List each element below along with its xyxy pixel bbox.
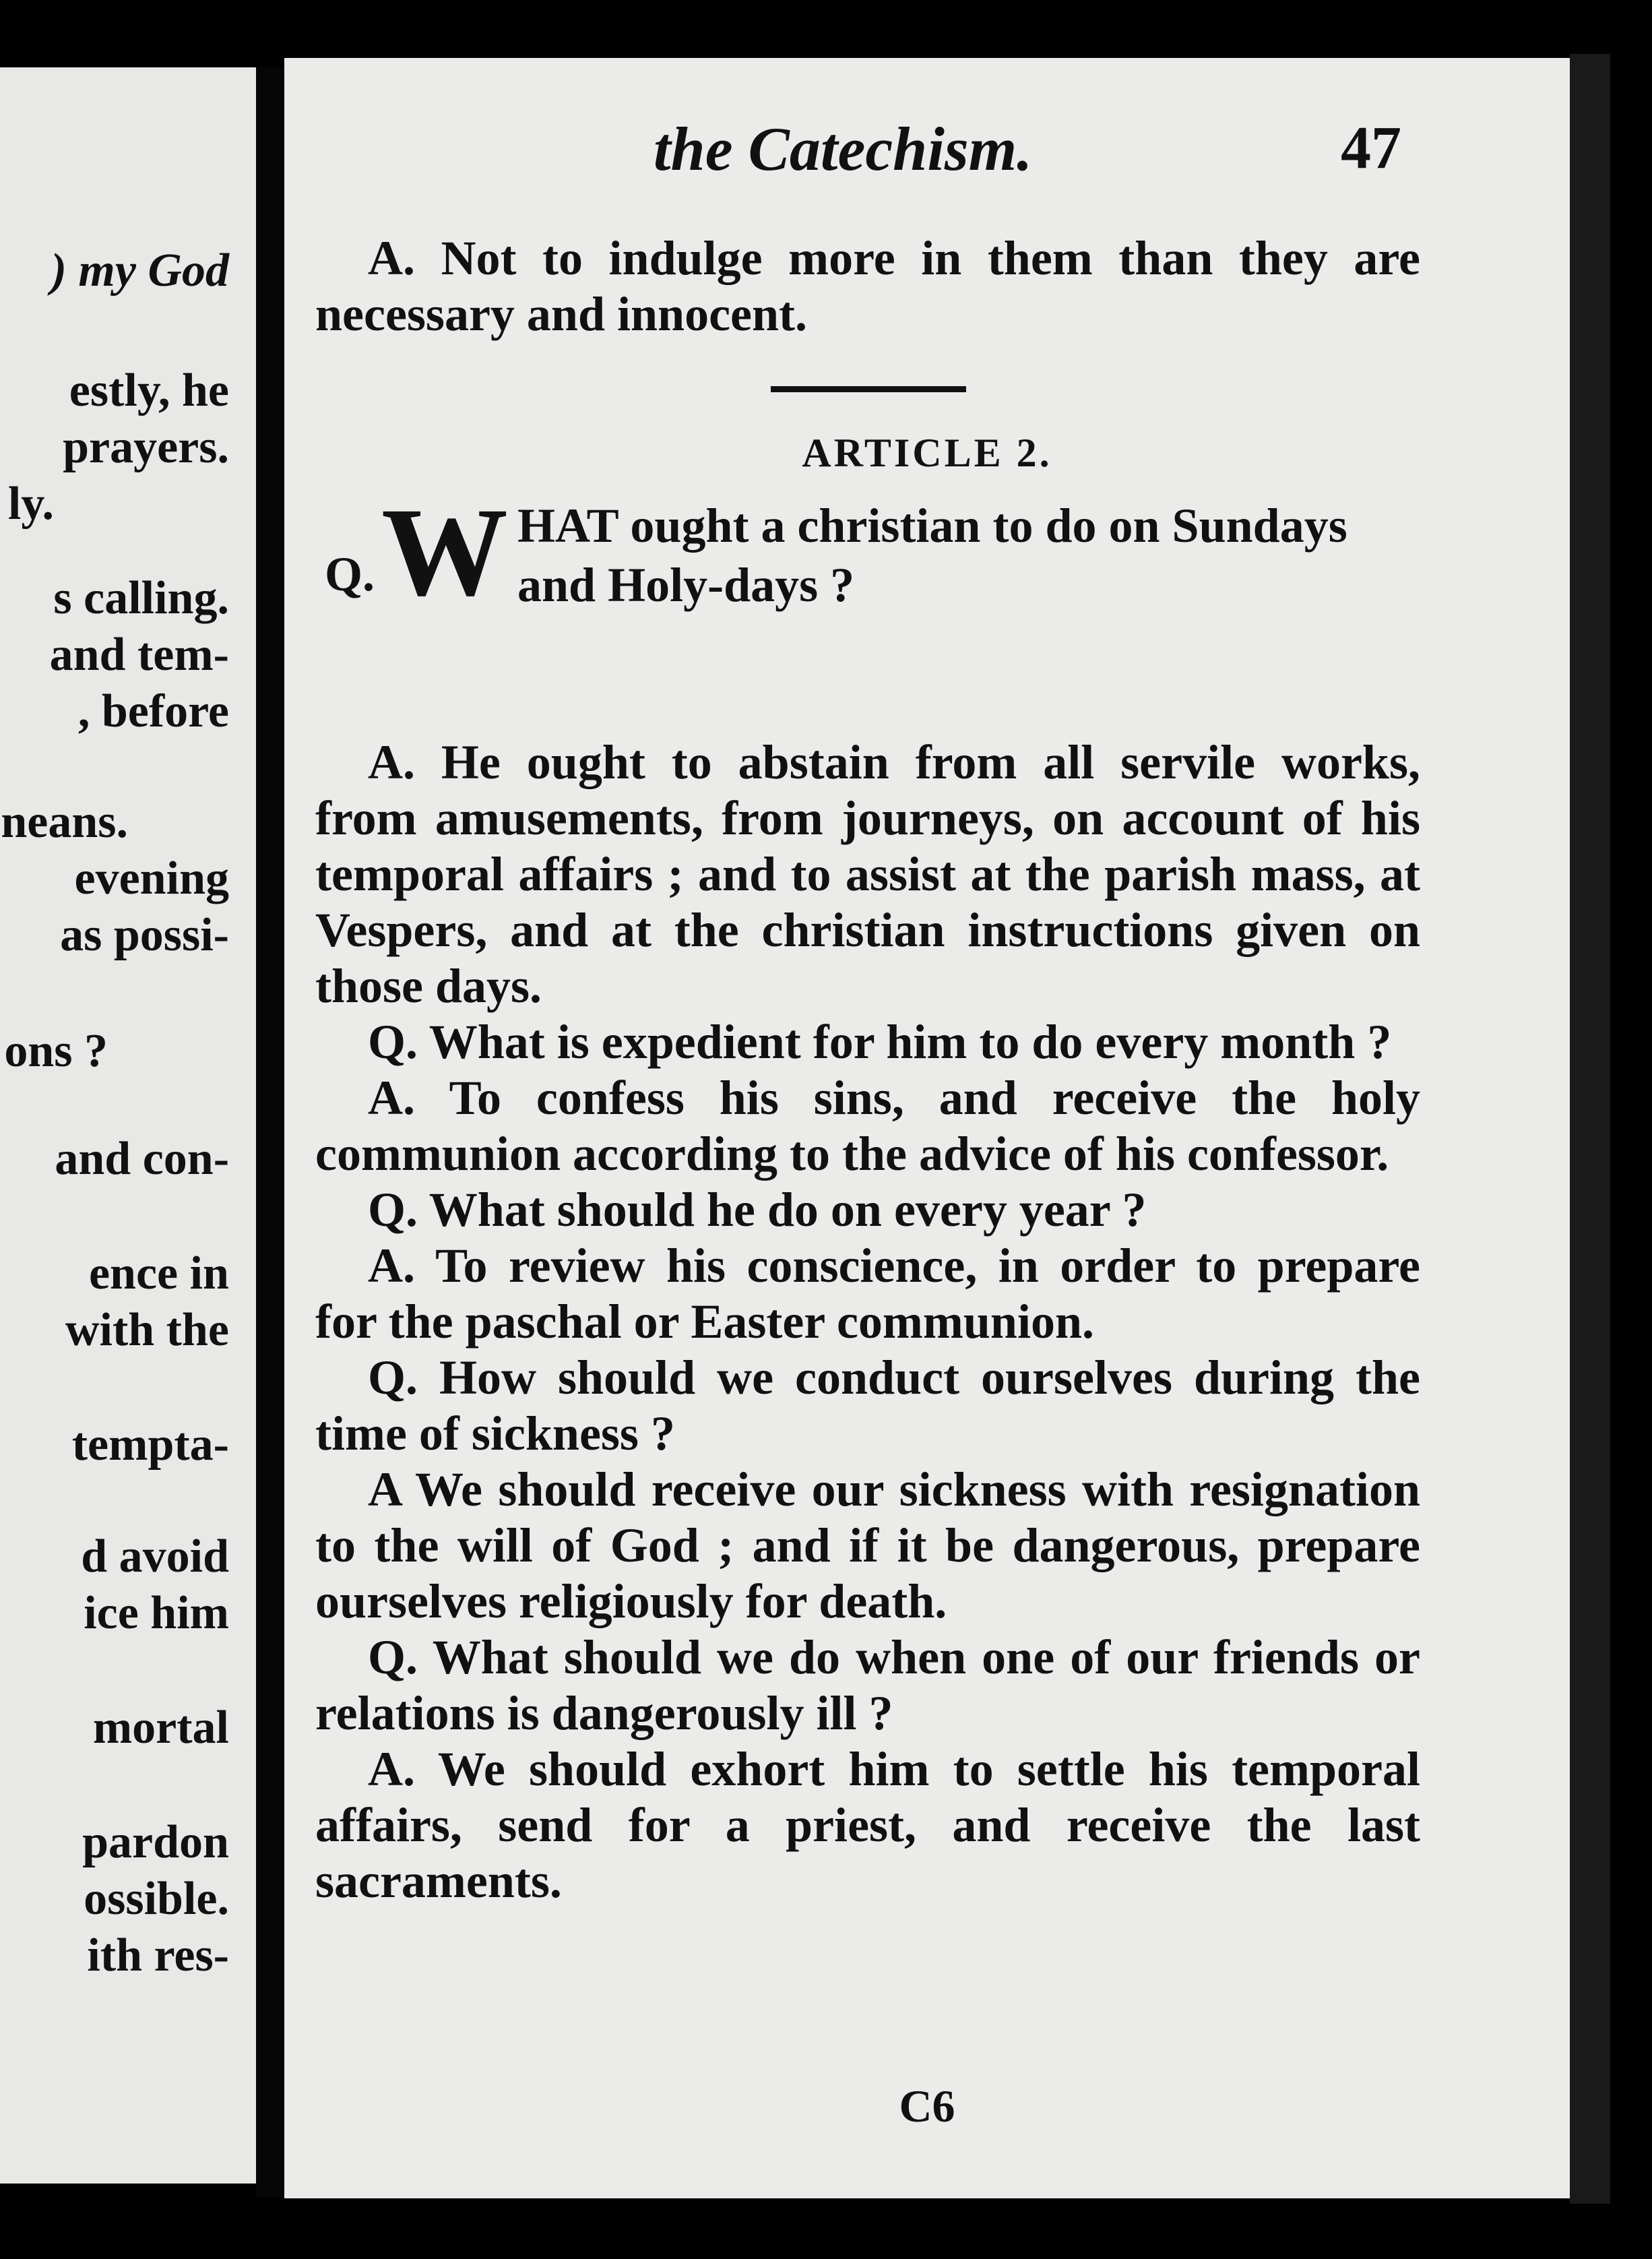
- left-page-line: with the: [65, 1304, 229, 1356]
- answer-paragraph: A. To confess his sins, and receive the holy communion according to the advice of his confessor.: [315, 1071, 1420, 1181]
- question-prefix: Q.: [325, 547, 375, 601]
- book-page: [284, 58, 1570, 2198]
- left-page-line: ly.: [7, 478, 54, 530]
- left-page-line: as possi-: [60, 909, 229, 961]
- left-page-line: ence in: [88, 1247, 229, 1299]
- left-page-line: prayers.: [63, 421, 229, 473]
- left-page-line: neans.: [1, 796, 128, 848]
- first-question: [325, 481, 1430, 622]
- left-page-line: ice him: [84, 1587, 229, 1639]
- catechism-body: [315, 735, 1420, 1909]
- left-page-line: ) my God: [51, 245, 229, 297]
- article-heading: ARTICLE 2.: [802, 431, 1052, 475]
- left-page-line: ith res-: [87, 1929, 229, 1981]
- left-page-line: estly, he: [69, 365, 229, 416]
- running-title: the Catechism.: [654, 115, 1033, 183]
- left-page-line: evening: [74, 853, 229, 904]
- answer-paragraph: A. We should exhort him to settle his temporal affairs, send for a priest, and receive the last sacraments.: [315, 1742, 1420, 1908]
- signature-mark: C6: [899, 2080, 955, 2132]
- left-page-line: ossible.: [84, 1873, 229, 1925]
- first-question-text: HAT ought a christian to do on Sundays and Holy-days ?: [517, 499, 1347, 612]
- answer-paragraph: A We should receive our sickness with resignation to the will of God ; and if it be dangerous, prepare ourselves religiously for death.: [315, 1462, 1420, 1628]
- left-page-line: s calling.: [53, 572, 229, 624]
- page-header: [284, 113, 1570, 187]
- left-page-line: mortal: [92, 1702, 229, 1754]
- left-facing-page: [0, 67, 256, 2184]
- book-gutter: [256, 67, 284, 2197]
- left-page-line: tempta-: [71, 1419, 229, 1471]
- question-paragraph: Q. How should we conduct ourselves during the time of sickness ?: [315, 1351, 1420, 1460]
- drop-cap: W: [381, 481, 509, 622]
- question-paragraph: Q. What should we do when one of our friends or relations is dangerously ill ?: [315, 1630, 1420, 1740]
- section-rule: [771, 386, 966, 392]
- page-number: 47: [1341, 115, 1401, 181]
- left-page-line: ons ?: [4, 1025, 108, 1077]
- left-page-line: and con-: [55, 1133, 229, 1185]
- left-page-line: d avoid: [81, 1530, 229, 1582]
- left-page-line: , before: [77, 685, 229, 737]
- question-paragraph: Q. What should he do on every year ?: [368, 1183, 1147, 1237]
- opening-answer: [315, 230, 1420, 342]
- answer-paragraph: A. To review his conscience, in order to prepare for the paschal or Easter communion.: [315, 1239, 1420, 1349]
- answer-paragraph: A. Not to indulge more in them than they are necessary and innocent.: [315, 231, 1420, 341]
- question-paragraph: Q. What is expedient for him to do every month ?: [368, 1015, 1392, 1069]
- page-edge: [1570, 54, 1610, 2204]
- left-page-line: pardon: [82, 1816, 229, 1868]
- answer-paragraph: A. He ought to abstain from all servile works, from amusements, from journeys, on account of his temporal affairs ; and to assist at the parish mass, at Vespers, and at the christian instructions given on those days.: [315, 735, 1420, 1013]
- left-page-line: and tem-: [49, 629, 229, 681]
